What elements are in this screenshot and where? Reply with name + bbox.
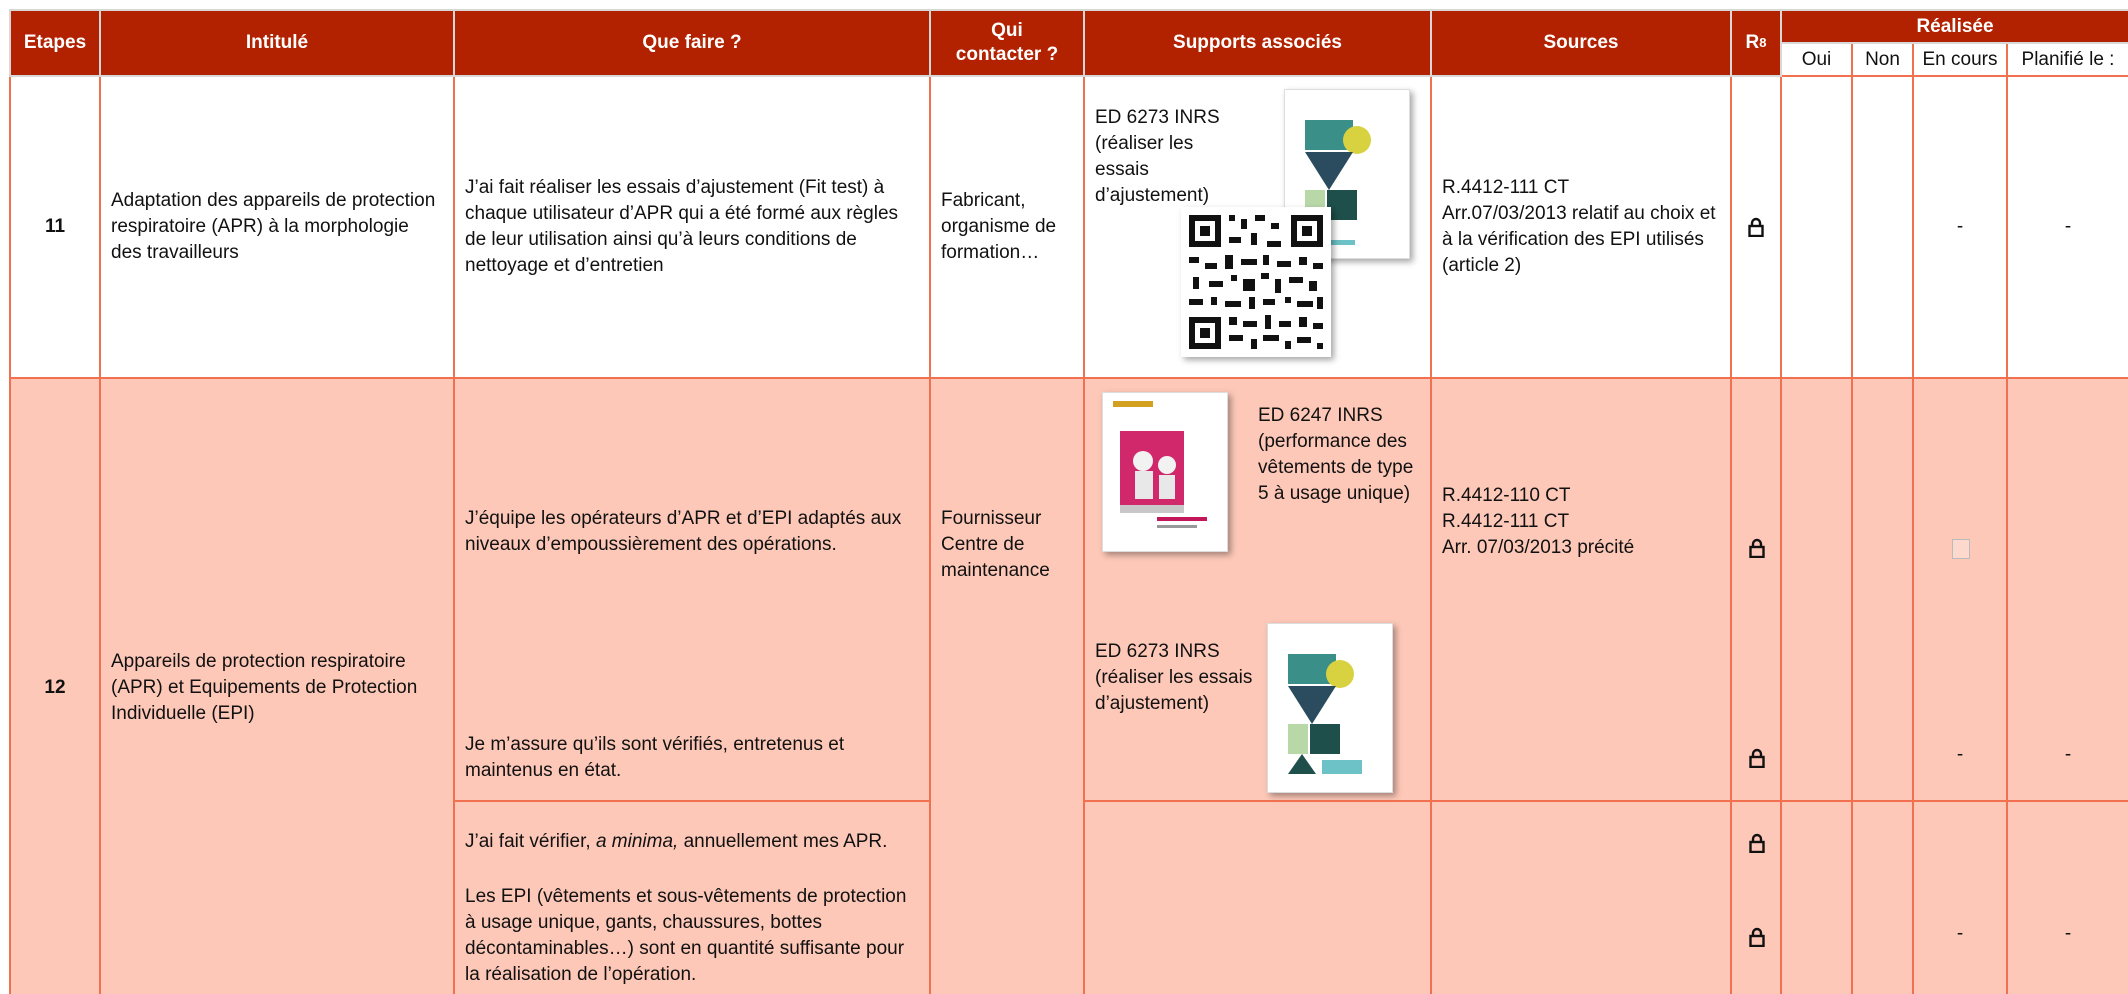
cell-oui[interactable] <box>1781 378 1852 994</box>
dash-d: - <box>2064 923 2072 944</box>
cell-non[interactable] <box>1852 76 1913 378</box>
document-thumbnail <box>1102 392 1228 552</box>
col-qui-contacter <box>930 10 1084 76</box>
col-qui-line2: contacter ? <box>955 44 1059 65</box>
divider <box>455 800 929 802</box>
divider <box>1853 800 1912 802</box>
support-label-a: ED 6247 INRS (performance des vêtements de type 5 à usage unique) <box>1258 405 1414 504</box>
dash-b: - <box>2064 744 2072 765</box>
col-r-label: R <box>1745 32 1760 53</box>
col-oui: Oui <box>1781 43 1852 76</box>
divider <box>1085 800 1430 802</box>
step-title: Adaptation des appareils de protection respiratoire (APR) à la morphologie des travailleurs <box>100 76 454 378</box>
col-planifie: Planifié le : <box>2007 43 2128 76</box>
lock-icon <box>1749 927 1765 947</box>
col-qui-line1: Qui <box>991 20 1023 41</box>
step-contact: Fabricant, organisme de formation… <box>930 76 1084 378</box>
checkbox[interactable] <box>1952 539 1970 559</box>
action-b: Je m’assure qu’ils sont vérifiés, entretenus et maintenus en état. <box>465 734 845 781</box>
support-label-b: ED 6273 INRS (réaliser les essais d’ajustement) <box>1095 641 1253 714</box>
col-r <box>1731 10 1781 76</box>
contact-text: Fournisseur Centre de maintenance <box>941 508 1050 581</box>
divider <box>2008 800 2128 802</box>
header-row <box>10 10 2128 43</box>
step-sources: R.4412-111 CT Arr.07/03/2013 relatif au choix et à la vérification des EPI utilisés (article 2) <box>1431 76 1731 378</box>
sources-text: R.4412-110 CT R.4412-111 CT Arr. 07/03/2013 précité <box>1442 485 1635 558</box>
step-supports <box>1084 76 1431 378</box>
cell-planifie[interactable]: - <box>2007 76 2128 378</box>
document-thumbnail <box>1267 623 1393 793</box>
lock-icon <box>1749 748 1765 768</box>
action-c-pre: J’ai fait vérifier, <box>465 831 596 852</box>
step-number: 12 <box>10 378 100 994</box>
step-number: 11 <box>10 76 100 378</box>
col-realisee: Réalisée <box>1781 10 2128 43</box>
col-en-cours: En cours <box>1913 43 2007 76</box>
step-action <box>454 378 930 994</box>
lock-icon <box>1749 538 1765 558</box>
col-non: Non <box>1852 43 1913 76</box>
action-d: Les EPI (vêtements et sous-vêtements de protection à usage unique, gants, chaussures, bottes décontaminables…) sont en quantité suffisante pour la réalisation de l’opération. <box>465 886 907 985</box>
step-contact <box>930 378 1084 994</box>
action-c-post: annuellement mes APR. <box>678 831 888 852</box>
col-etapes: Etapes <box>10 10 100 76</box>
step-action: J’ai fait réaliser les essais d’ajustement (Fit test) à chaque utilisateur d’APR qui a été formé aux règles de leur utilisation ainsi qu’à leurs conditions de nettoyage et d’entretien <box>454 76 930 378</box>
dash-b: - <box>1956 744 1964 765</box>
step-supports <box>1084 378 1431 994</box>
qr-code-icon <box>1181 207 1331 357</box>
checklist-sheet <box>9 9 2128 994</box>
divider <box>1732 800 1780 802</box>
cell-en-cours[interactable] <box>1913 378 2007 994</box>
action-c <box>455 829 929 855</box>
action-c-em: a minima, <box>595 831 679 852</box>
col-r-sup: 8 <box>1759 35 1767 50</box>
table-row <box>10 378 2128 994</box>
col-supports: Supports associés <box>1084 10 1431 76</box>
col-sources: Sources <box>1431 10 1731 76</box>
divider <box>1782 800 1851 802</box>
divider <box>1914 800 2006 802</box>
cell-planifie[interactable] <box>2007 378 2128 994</box>
lock-cell <box>1731 76 1781 378</box>
lock-cell <box>1731 378 1781 994</box>
table-row <box>10 76 2128 378</box>
support-label: ED 6273 INRS (réaliser les essais d’ajustement) <box>1095 107 1220 206</box>
lock-icon <box>1748 217 1764 237</box>
lock-icon <box>1749 833 1765 853</box>
col-que-faire: Que faire ? <box>454 10 930 76</box>
cell-non[interactable] <box>1852 378 1913 994</box>
step-sources <box>1431 378 1731 994</box>
step-title: Appareils de protection respiratoire (APR) et Equipements de Protection Individuelle (EPI) <box>100 378 454 994</box>
col-intitule: Intitulé <box>100 10 454 76</box>
checklist-table <box>9 9 2128 994</box>
dash-d: - <box>1956 923 1964 944</box>
action-a: J’équipe les opérateurs d’APR et d’EPI adaptés aux niveaux d’empoussièrement des opérations. <box>465 508 902 555</box>
divider <box>1432 800 1730 802</box>
cell-oui[interactable] <box>1781 76 1852 378</box>
cell-en-cours[interactable]: - <box>1913 76 2007 378</box>
